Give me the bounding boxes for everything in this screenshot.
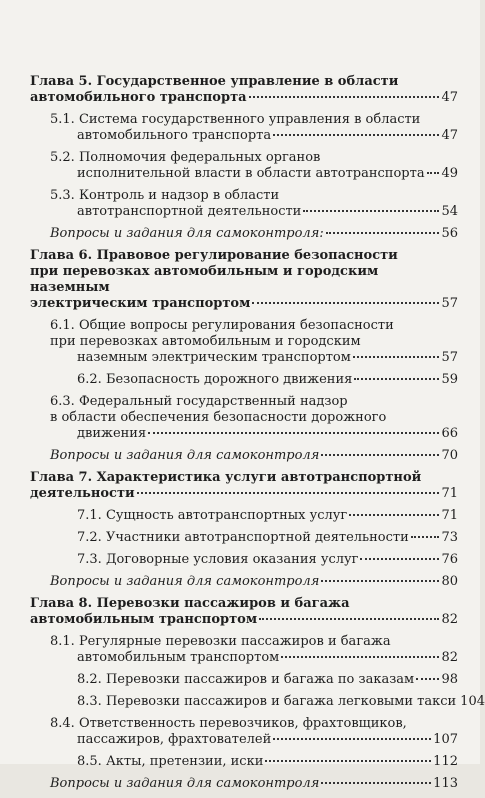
toc-section-entry [30, 150, 458, 182]
toc-entry-title: 7.2. Участники автотранспортной деятельности [77, 530, 409, 545]
toc-entry-line: в области обеспечения безопасности дорожного [50, 410, 387, 425]
toc-entry-last-line [50, 226, 458, 242]
dot-leader [137, 492, 440, 494]
toc-entry-title: 6.2. Безопасность дорожного движения [77, 372, 353, 387]
toc-entry-title: Вопросы и задания для самоконтроля [50, 448, 320, 463]
toc-entry-title: пассажиров, фрахтователей [77, 732, 272, 747]
toc-entry-last-line [77, 672, 458, 688]
toc-entry-line: 8.4. Ответственность перевозчиков, фрахтовщиков, [50, 716, 407, 731]
toc-page-number: 70 [441, 448, 458, 463]
toc-entry-title: электрическим транспортом [30, 296, 251, 311]
toc-entry-last-line [77, 128, 458, 144]
toc-section-entry [30, 372, 458, 388]
toc-entry-last-line [77, 694, 485, 710]
table-of-contents [30, 74, 485, 798]
toc-entry-last-line [77, 204, 458, 220]
toc-entry-title: 8.5. Акты, претензии, иски [77, 754, 264, 769]
toc-page-number: 112 [433, 754, 458, 769]
toc-entry-last-line [50, 776, 458, 792]
dot-leader [273, 134, 439, 136]
toc-entry-title: 8.3. Перевозки пассажиров и багажа легковыми такси [77, 694, 457, 709]
toc-review-entry [30, 776, 458, 792]
toc-entry-title: 7.3. Договорные условия оказания услуг [77, 552, 359, 567]
dot-leader [281, 656, 439, 658]
toc-section-entry [30, 754, 458, 770]
dot-leader [321, 782, 431, 784]
toc-section-entry [30, 318, 458, 366]
toc-entry-title: автомобильного транспорта [30, 90, 247, 105]
dot-leader [353, 356, 440, 358]
toc-entry-title: наземным электрическим транспортом [77, 350, 351, 365]
toc-entry-last-line [30, 486, 458, 502]
toc-page-number: 54 [441, 204, 458, 219]
toc-page-number: 82 [441, 612, 458, 627]
toc-entry-line: Глава 7. Характеристика услуги автотранспортной [30, 470, 422, 485]
dot-leader [326, 232, 440, 234]
dot-leader [411, 536, 440, 538]
toc-entry-last-line [77, 650, 458, 666]
dot-leader [148, 432, 439, 434]
toc-entry-title: автомобильного транспорта [77, 128, 272, 143]
toc-entry-last-line [77, 166, 458, 182]
toc-entry-last-line [30, 612, 458, 628]
toc-entry-line: при перевозках автомобильным и городским [50, 334, 361, 349]
toc-entry-last-line [77, 508, 458, 524]
toc-entry-last-line [77, 426, 458, 442]
toc-section-entry [30, 716, 458, 748]
toc-entry-title: автотранспортной деятельности [77, 204, 302, 219]
toc-chapter-entry [30, 248, 458, 312]
dot-leader [259, 618, 439, 620]
toc-page-number: 57 [441, 296, 458, 311]
toc-entry-line: 5.2. Полномочия федеральных органов [50, 150, 321, 165]
toc-page-number: 59 [441, 372, 458, 387]
toc-page-number: 98 [441, 672, 458, 687]
dot-leader [427, 172, 440, 174]
dot-leader [249, 96, 440, 98]
toc-entry-last-line [77, 530, 458, 546]
toc-review-entry [30, 226, 458, 242]
toc-section-entry [30, 672, 458, 688]
toc-entry-title: 8.2. Перевозки пассажиров и багажа по заказам [77, 672, 415, 687]
dot-leader [354, 378, 439, 380]
toc-page-number: 57 [441, 350, 458, 365]
toc-section-entry [30, 530, 458, 546]
toc-entry-line: Глава 6. Правовое регулирование безопасности [30, 248, 398, 263]
toc-entry-last-line [77, 754, 458, 770]
toc-review-entry [30, 574, 458, 590]
dot-leader [273, 738, 431, 740]
toc-entry-title: автомобильным транспортом [77, 650, 280, 665]
toc-page-number: 71 [441, 508, 458, 523]
toc-entry-title: Вопросы и задания для самоконтроля [50, 574, 320, 589]
toc-chapter-entry [30, 470, 458, 502]
toc-section-entry [30, 552, 458, 568]
toc-entry-line: 5.3. Контроль и надзор в области [50, 188, 280, 203]
toc-entry-line: Глава 8. Перевозки пассажиров и багажа [30, 596, 350, 611]
toc-entry-last-line [77, 732, 458, 748]
toc-section-entry [30, 508, 458, 524]
toc-review-entry [30, 448, 458, 464]
toc-entry-last-line [30, 296, 458, 312]
toc-entry-line: 8.1. Регулярные перевозки пассажиров и багажа [50, 634, 391, 649]
toc-entry-line: при перевозках автомобильным и городским наземным [30, 264, 379, 295]
toc-entry-last-line [50, 448, 458, 464]
dot-leader [416, 678, 439, 680]
dot-leader [265, 760, 431, 762]
dot-leader [321, 580, 439, 582]
toc-page-number: 49 [441, 166, 458, 181]
toc-entry-title: деятельности [30, 486, 135, 501]
toc-page-number: 71 [441, 486, 458, 501]
toc-chapter-entry [30, 596, 458, 628]
toc-chapter-entry [30, 74, 458, 106]
toc-page-number: 66 [441, 426, 458, 441]
toc-section-entry [30, 112, 458, 144]
toc-page-number: 113 [433, 776, 458, 791]
toc-page-number: 82 [441, 650, 458, 665]
dot-leader [360, 558, 439, 560]
toc-section-entry [30, 188, 458, 220]
toc-entry-line: 5.1. Система государственного управления в области [50, 112, 421, 127]
toc-page-number: 47 [441, 90, 458, 105]
toc-entry-title: исполнительной власти в области автотранспорта [77, 166, 425, 181]
toc-page-number: 56 [441, 226, 458, 241]
toc-entry-last-line [77, 552, 458, 568]
toc-page-number: 107 [433, 732, 458, 747]
toc-section-entry [30, 634, 458, 666]
toc-entry-title: 7.1. Сущность автотранспортных услуг [77, 508, 348, 523]
toc-page-number: 47 [441, 128, 458, 143]
toc-entry-title: автомобильным транспортом [30, 612, 258, 627]
toc-entry-last-line [30, 90, 458, 106]
dot-leader [321, 454, 439, 456]
toc-entry-line: 6.3. Федеральный государственный надзор [50, 394, 348, 409]
toc-page-number: 104 [460, 694, 485, 709]
dot-leader [252, 302, 439, 304]
toc-entry-last-line [50, 574, 458, 590]
toc-entry-title: движения [77, 426, 147, 441]
toc-entry-title: Вопросы и задания для самоконтроля [50, 776, 320, 791]
toc-entry-line: 6.1. Общие вопросы регулирования безопасности [50, 318, 394, 333]
toc-entry-last-line [77, 372, 458, 388]
toc-entry-last-line [77, 350, 458, 366]
toc-page-number: 80 [441, 574, 458, 589]
toc-section-entry [30, 394, 458, 442]
toc-page-number: 76 [441, 552, 458, 567]
toc-section-entry [30, 694, 485, 710]
dot-leader [303, 210, 439, 212]
toc-page-number: 73 [441, 530, 458, 545]
toc-entry-title: Вопросы и задания для самоконтроля: [50, 226, 324, 241]
toc-entry-line: Глава 5. Государственное управление в области [30, 74, 399, 89]
dot-leader [349, 514, 439, 516]
